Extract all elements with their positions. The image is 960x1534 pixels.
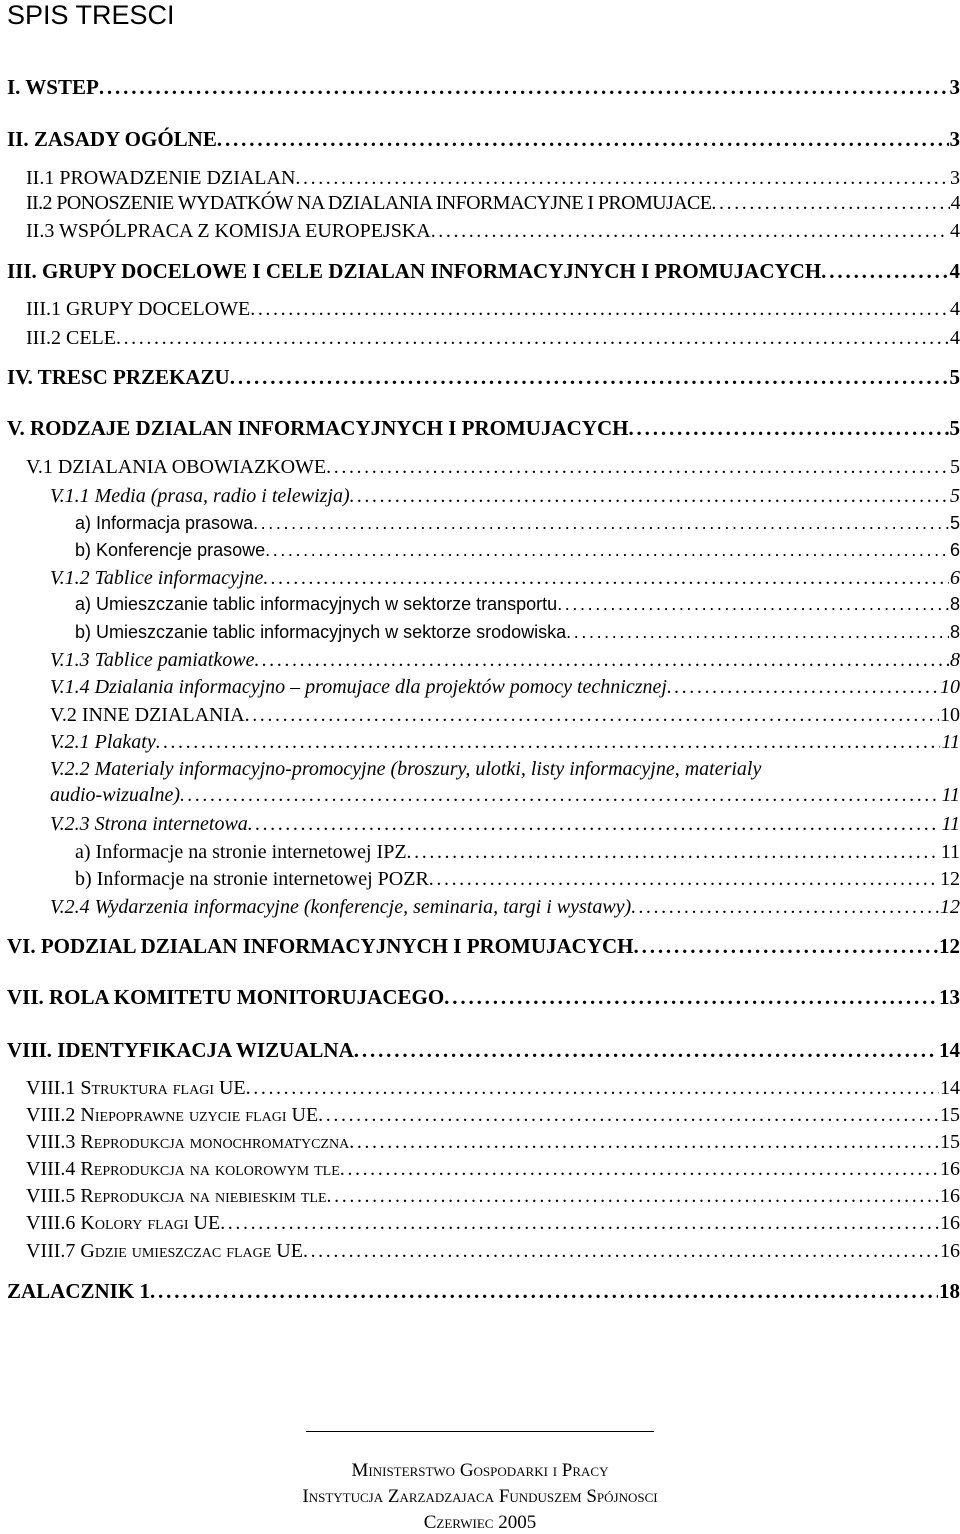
toc-page-number: 10 — [939, 704, 960, 727]
toc-page-number: 8 — [949, 622, 960, 643]
toc-page-number: 16 — [939, 1158, 960, 1181]
toc-entry[interactable] — [26, 298, 960, 321]
toc-entry[interactable] — [75, 594, 960, 615]
toc-label: V.2.3 Strona internetowa — [50, 813, 248, 836]
toc-entry[interactable] — [26, 456, 960, 479]
toc-page-number: 5 — [949, 456, 960, 479]
toc-entry[interactable] — [75, 841, 960, 864]
toc-label: V.1.1 Media (prasa, radio i telewizja) — [50, 485, 350, 508]
toc-label: b) Umieszczanie tablic informacyjnych w sektorze srodowiska — [75, 622, 566, 643]
toc-page-number: 15 — [939, 1104, 960, 1127]
toc-entry-multiline[interactable] — [50, 758, 960, 804]
toc-entry[interactable] — [7, 416, 960, 441]
toc-page-number: 14 — [939, 1077, 960, 1100]
toc-page-number: 12 — [938, 934, 960, 959]
toc-entry[interactable] — [26, 192, 960, 215]
toc-label: a) Informacje na stronie internetowej IPZ — [75, 841, 407, 864]
toc-entry[interactable] — [7, 127, 960, 152]
toc-label: V.1.4 Dzialania informacyjno – promujace dla projektów pomocy technicznej — [50, 676, 667, 699]
toc-entry[interactable] — [75, 513, 960, 534]
toc-entry[interactable] — [26, 1131, 960, 1154]
toc-label: a) Umieszczanie tablic informacyjnych w sektorze transportu — [75, 594, 557, 615]
toc-page-number: 6 — [949, 567, 960, 590]
footer-institution: Instytucja Zarzadzajaca Funduszem Spójnosci — [0, 1486, 960, 1508]
toc-label: VII. ROLA KOMITETU MONITORUJACEGO — [7, 985, 444, 1010]
toc-page-number: 4 — [949, 327, 960, 350]
toc-page-number: 5 — [949, 365, 960, 390]
toc-page-number: 16 — [939, 1212, 960, 1235]
toc-label: b) Konferencje prasowe — [75, 540, 265, 561]
toc-label: V.2.2 Materialy informacyjno-promocyjne (broszury, ulotki, listy informacyjne, materialy — [50, 758, 960, 781]
toc-label: V.2.1 Plakaty — [50, 731, 156, 754]
toc-label: VIII.1 Struktura flagi UE — [26, 1077, 246, 1100]
toc-entry[interactable] — [26, 167, 960, 190]
toc-label: VIII.6 Kolory flagi UE — [26, 1212, 220, 1235]
toc-page-number: 8 — [949, 594, 960, 615]
toc-page-number: 5 — [949, 485, 960, 508]
toc-label: V.1 DZIALANIA OBOWIAZKOWE — [26, 456, 326, 479]
toc-label: II.3 WSPÓLPRACA Z KOMISJA EUROPEJSKA — [26, 220, 431, 243]
toc-page-number: 11 — [940, 784, 960, 807]
toc-label: VIII.2 Niepoprawne uzycie flagi UE — [26, 1104, 318, 1127]
toc-page-number: 5 — [949, 513, 960, 534]
toc-page-number: 3 — [949, 167, 960, 190]
toc-entry[interactable] — [7, 985, 960, 1010]
toc-entry[interactable] — [26, 1185, 960, 1208]
toc-page-number: 14 — [938, 1038, 960, 1063]
toc-entry[interactable] — [75, 540, 960, 561]
toc-entry[interactable] — [50, 813, 960, 836]
toc-entry[interactable] — [50, 896, 960, 919]
footer-ministry: Ministerstwo Gospodarki i Pracy — [0, 1460, 960, 1482]
footer-date: Czerwiec 2005 — [0, 1512, 960, 1534]
toc-label: II.1 PROWADZENIE DZIALAN — [26, 167, 295, 190]
toc-entry[interactable] — [26, 327, 960, 350]
toc-label: IV. TRESC PRZEKAZU — [7, 365, 230, 390]
toc-page-number: 4 — [950, 192, 960, 215]
toc-page-number: 4 — [949, 259, 960, 284]
toc-entry[interactable] — [50, 704, 960, 727]
toc-page-number: 4 — [949, 220, 960, 243]
toc-page-number: 18 — [938, 1279, 960, 1304]
toc-label: a) Informacja prasowa — [75, 513, 253, 534]
toc-page-number: 15 — [939, 1131, 960, 1154]
toc-label: I. WSTEP — [7, 75, 99, 100]
toc-entry[interactable] — [26, 1158, 960, 1181]
toc-page-number: 4 — [949, 298, 960, 321]
toc-page-number: 5 — [949, 416, 960, 441]
toc-entry[interactable] — [75, 868, 960, 891]
toc-page-number: 3 — [949, 75, 960, 100]
toc-label: II. ZASADY OGÓLNE — [7, 127, 217, 152]
toc-entry[interactable] — [7, 365, 960, 390]
toc-page-number: 12 — [939, 868, 960, 891]
toc-label: VIII.3 Reprodukcja monochromatyczna — [26, 1131, 349, 1154]
toc-label: ZALACZNIK 1 — [7, 1279, 150, 1304]
toc-label: V. RODZAJE DZIALAN INFORMACYJNYCH I PROMUJACYCH — [7, 416, 628, 441]
toc-entry[interactable] — [7, 259, 960, 284]
toc-entry[interactable] — [7, 75, 960, 100]
toc-entry[interactable] — [26, 1104, 960, 1127]
toc-label: V.1.3 Tablice pamiatkowe — [50, 649, 254, 672]
toc-label: b) Informacje na stronie internetowej POZR — [75, 868, 429, 891]
toc-label-continuation: audio-wizualne) — [50, 784, 180, 807]
toc-entry[interactable] — [7, 934, 960, 959]
toc-entry[interactable] — [50, 731, 960, 754]
toc-entry[interactable] — [50, 676, 960, 699]
toc-page-number: 11 — [940, 813, 960, 836]
toc-page-number: 11 — [940, 731, 960, 754]
toc-label: III. GRUPY DOCELOWE I CELE DZIALAN INFORMACYJNYCH I PROMUJACYCH — [7, 259, 821, 284]
toc-label: III.2 CELE — [26, 327, 116, 350]
toc-page-number: 12 — [939, 896, 960, 919]
toc-label: VI. PODZIAL DZIALAN INFORMACYJNYCH I PROMUJACYCH — [7, 934, 634, 959]
toc-entry[interactable] — [50, 485, 960, 508]
toc-label: III.1 GRUPY DOCELOWE — [26, 298, 250, 321]
toc-label: II.2 PONOSZENIE WYDATKÓW NA DZIALANIA INFORMACYJNE I PROMUJACE — [26, 192, 711, 215]
footer-divider — [306, 1431, 654, 1432]
toc-page-number: 10 — [939, 676, 960, 699]
toc-entry[interactable] — [26, 1212, 960, 1235]
toc-page-number: 11 — [940, 841, 960, 864]
toc-entry[interactable] — [50, 649, 960, 672]
toc-page-number: 6 — [949, 540, 960, 561]
toc-entry[interactable] — [75, 622, 960, 643]
toc-entry[interactable] — [26, 220, 960, 243]
toc-entry[interactable] — [26, 1077, 960, 1100]
toc-page-number: 3 — [949, 127, 960, 152]
toc-entry[interactable] — [7, 1279, 960, 1304]
toc-label: V.1.2 Tablice informacyjne — [50, 567, 263, 590]
toc-entry[interactable] — [50, 567, 960, 590]
toc-label: VIII. IDENTYFIKACJA WIZUALNA — [7, 1038, 354, 1063]
page-title: SPIS TRESCI — [7, 0, 175, 30]
toc-label: VIII.5 Reprodukcja na niebieskim tle — [26, 1185, 327, 1208]
toc-entry[interactable] — [7, 1038, 960, 1063]
toc-label: V.2.4 Wydarzenia informacyjne (konferencje, seminaria, targi i wystawy) — [50, 896, 631, 919]
toc-label: VIII.7 Gdzie umieszczac flage UE — [26, 1240, 303, 1263]
toc-page-number: 16 — [939, 1185, 960, 1208]
toc-page-number: 8 — [949, 649, 960, 672]
toc-page-number: 16 — [939, 1240, 960, 1263]
toc-label: VIII.4 Reprodukcja na kolorowym tle — [26, 1158, 340, 1181]
toc-entry[interactable] — [26, 1240, 960, 1263]
toc-page-number: 13 — [938, 985, 960, 1010]
toc-label: V.2 INNE DZIALANIA — [50, 704, 245, 727]
